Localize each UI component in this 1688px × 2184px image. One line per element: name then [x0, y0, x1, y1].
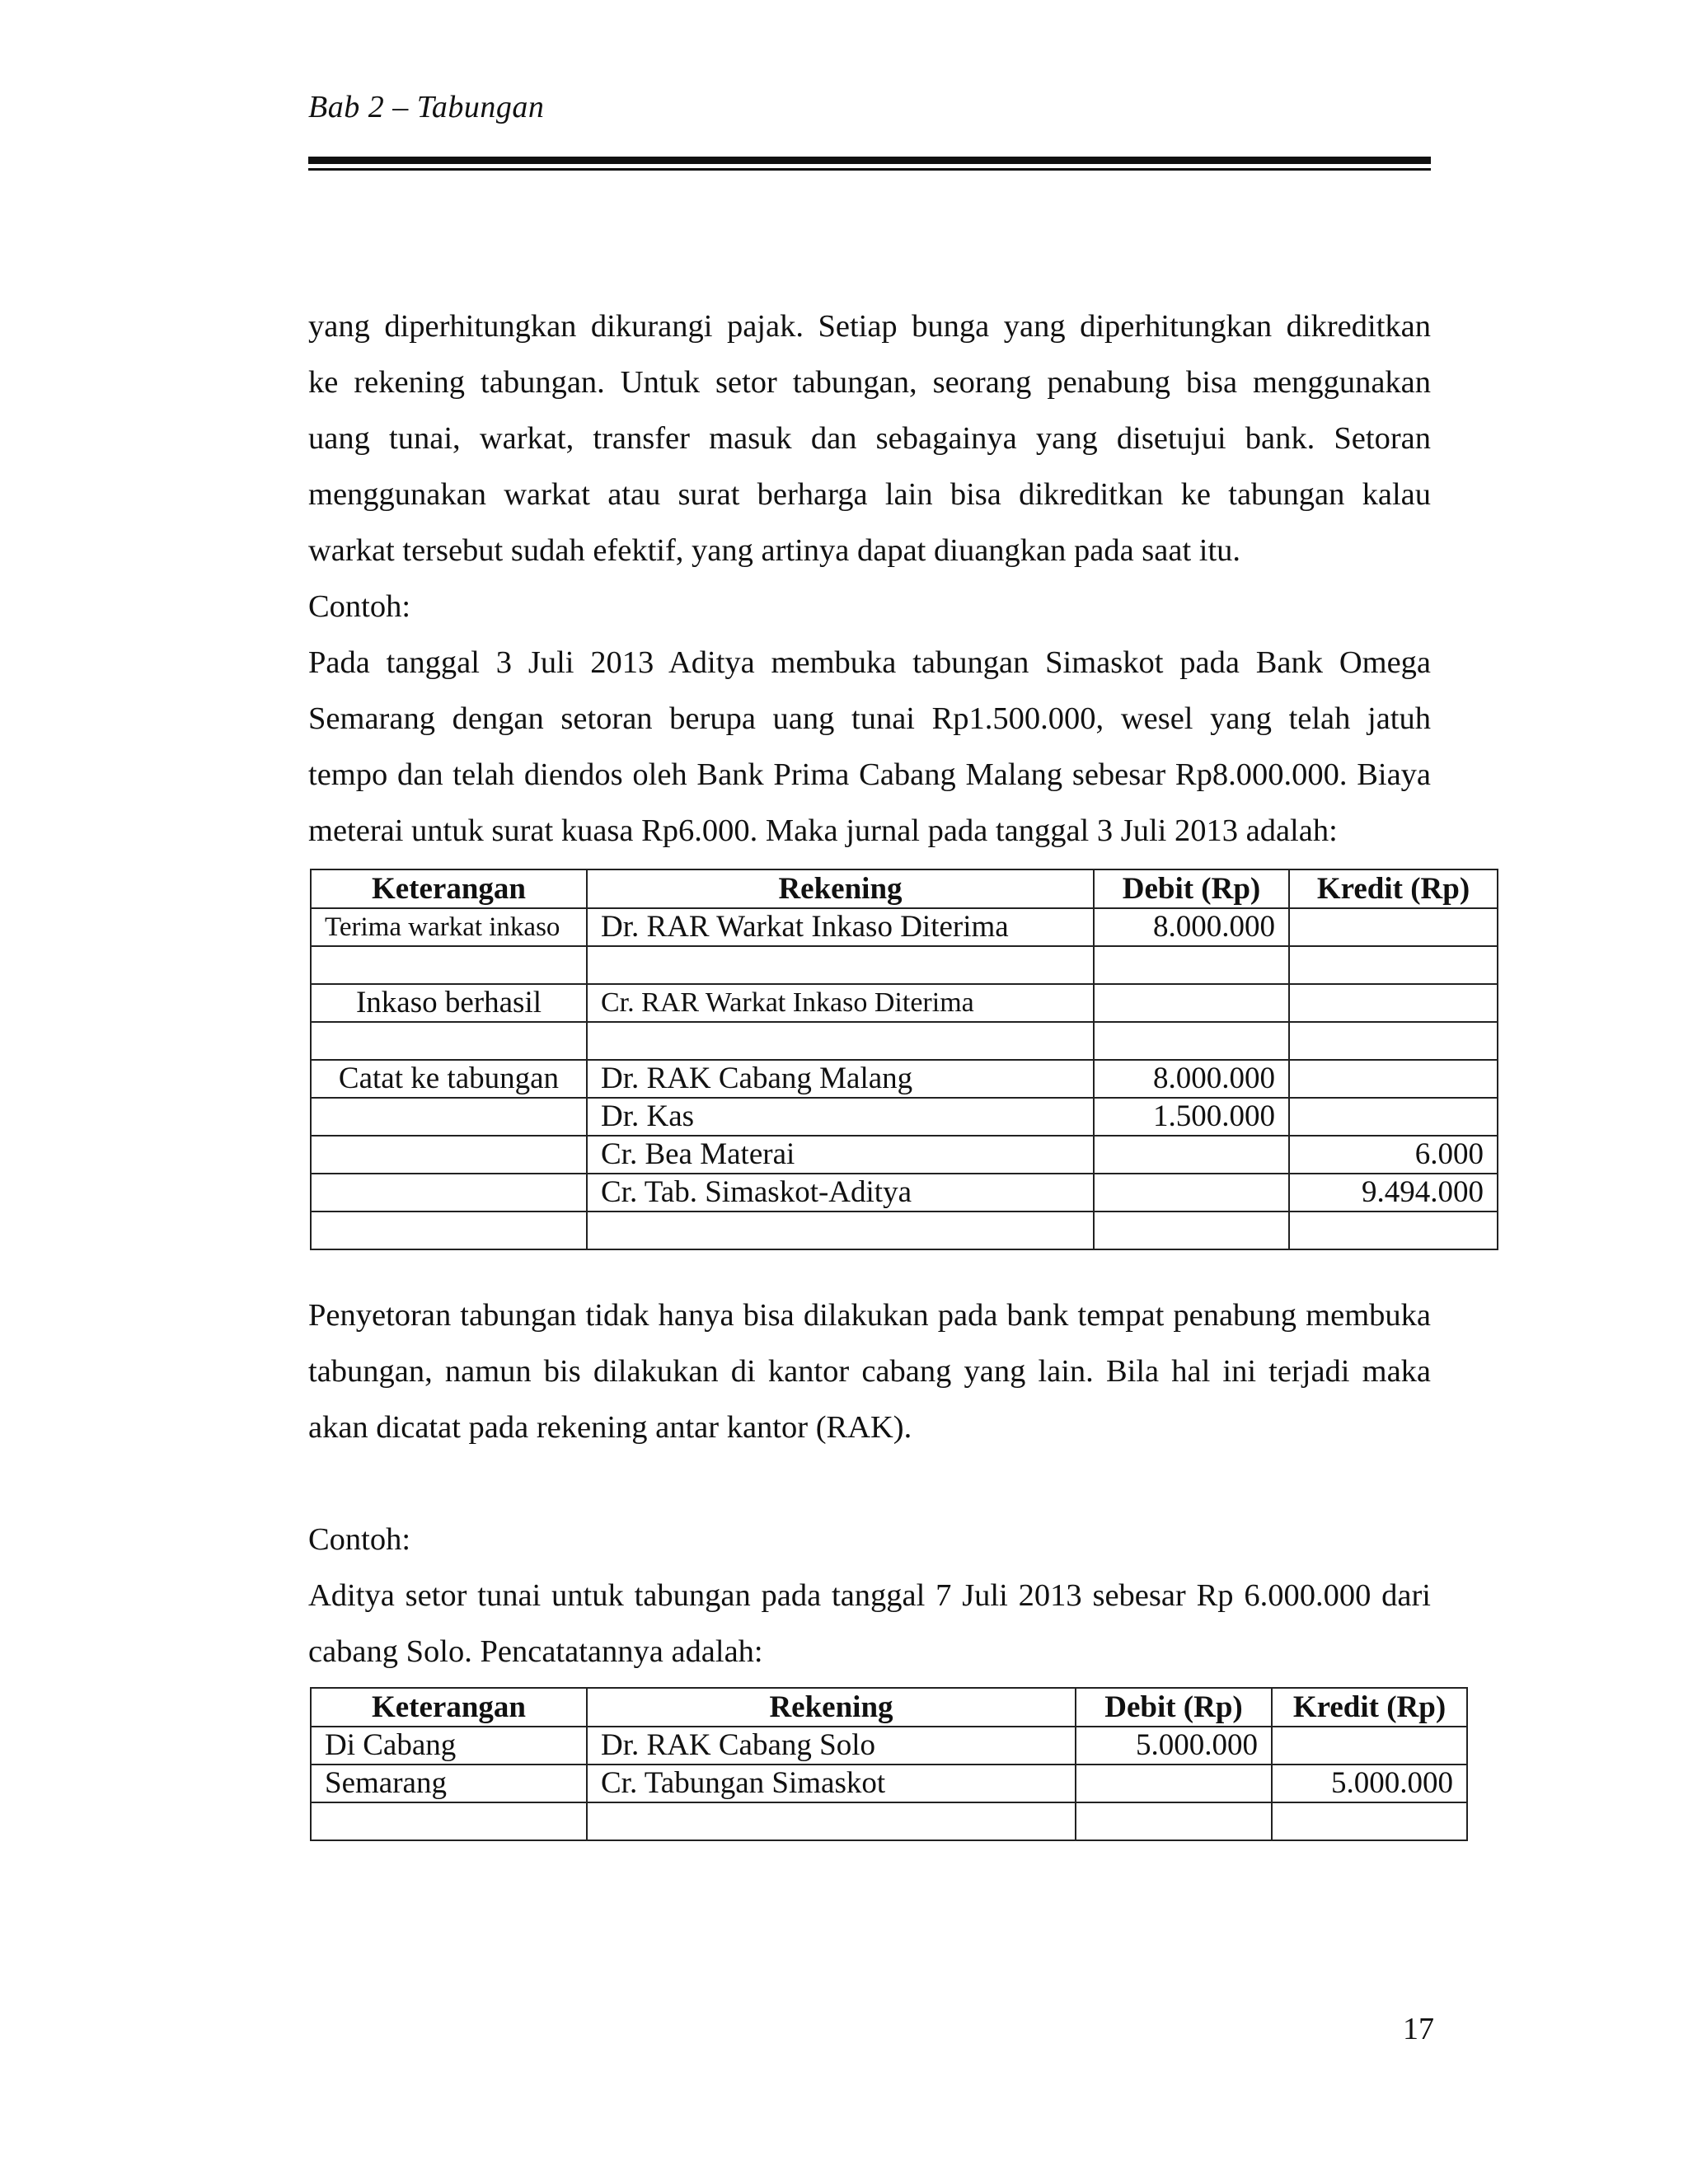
cell-kredit: 5.000.000: [1272, 1765, 1467, 1802]
example1-line: Pada tanggal 3 Juli 2013 Aditya membuka tabungan Simaskot pada Bank Omega: [308, 645, 1431, 680]
paragraph2-line: Penyetoran tabungan tidak hanya bisa dilakukan pada bank tempat penabung membuka: [308, 1298, 1431, 1333]
example2-label: Contoh:: [308, 1522, 411, 1557]
example2-line: Aditya setor tunai untuk tabungan pada tanggal 7 Juli 2013 sebesar Rp 6.000.000 dari: [308, 1578, 1431, 1613]
journal-table-2: [310, 1687, 1468, 1841]
column-header: Rekening: [587, 1688, 1076, 1727]
cell-debit: 8.000.000: [1094, 908, 1289, 946]
cell-rekening: Cr. RAR Warkat Inkaso Diterima: [587, 984, 1094, 1022]
table-row: [311, 1765, 1467, 1802]
cell-debit: [1094, 946, 1289, 984]
paragraph1-line: uang tunai, warkat, transfer masuk dan sebagainya yang disetujui bank. Setoran: [308, 421, 1431, 456]
cell-debit: [1094, 984, 1289, 1022]
paragraph1-line: warkat tersebut sudah efektif, yang artinya dapat diuangkan pada saat itu.: [308, 533, 1241, 568]
column-header: Keterangan: [311, 1688, 587, 1727]
table-row: [311, 1136, 1498, 1174]
cell-kredit: 6.000: [1289, 1136, 1498, 1174]
cell-debit: [1094, 1136, 1289, 1174]
page-number: 17: [1403, 2012, 1434, 2046]
table-header-row: [311, 869, 1498, 908]
column-header: Kredit (Rp): [1289, 869, 1498, 908]
cell-keterangan: Semarang: [311, 1765, 587, 1802]
table-row: [311, 908, 1498, 946]
cell-kredit: [1272, 1727, 1467, 1765]
paragraph2-line: tabungan, namun bis dilakukan di kantor cabang yang lain. Bila hal ini terjadi maka: [308, 1354, 1431, 1389]
table-row: [311, 1174, 1498, 1212]
cell-kredit: [1289, 1060, 1498, 1098]
cell-keterangan: [311, 1022, 587, 1060]
cell-rekening: [587, 1802, 1076, 1840]
cell-keterangan: Catat ke tabungan: [311, 1060, 587, 1098]
cell-keterangan: Di Cabang: [311, 1727, 587, 1765]
column-header: Debit (Rp): [1076, 1688, 1272, 1727]
header-rule-thin: [308, 168, 1431, 171]
example1-line: tempo dan telah diendos oleh Bank Prima Cabang Malang sebesar Rp8.000.000. Biaya: [308, 757, 1431, 792]
cell-kredit: 9.494.000: [1289, 1174, 1498, 1212]
table-row: [311, 1727, 1467, 1765]
header-rule-thick: [308, 157, 1431, 164]
cell-kredit: [1289, 946, 1498, 984]
cell-keterangan: [311, 1212, 587, 1249]
column-header: Rekening: [587, 869, 1094, 908]
paragraph2-line: akan dicatat pada rekening antar kantor (RAK).: [308, 1410, 912, 1445]
cell-rekening: [587, 1212, 1094, 1249]
table-row: [311, 1802, 1467, 1840]
cell-debit: 5.000.000: [1076, 1727, 1272, 1765]
cell-keterangan: [311, 1098, 587, 1136]
cell-debit: [1076, 1765, 1272, 1802]
cell-kredit: [1289, 984, 1498, 1022]
cell-kredit: [1289, 908, 1498, 946]
example1-line: Semarang dengan setoran berupa uang tunai Rp1.500.000, wesel yang telah jatuh: [308, 701, 1431, 736]
column-header: Keterangan: [311, 869, 587, 908]
table-header-row: [311, 1688, 1467, 1727]
column-header: Debit (Rp): [1094, 869, 1289, 908]
cell-rekening: Cr. Tab. Simaskot-Aditya: [587, 1174, 1094, 1212]
cell-keterangan: Inkaso berhasil: [311, 984, 587, 1022]
cell-debit: 1.500.000: [1094, 1098, 1289, 1136]
cell-rekening: Dr. RAK Cabang Malang: [587, 1060, 1094, 1098]
cell-rekening: Cr. Tabungan Simaskot: [587, 1765, 1076, 1802]
cell-rekening: Dr. RAK Cabang Solo: [587, 1727, 1076, 1765]
table-row: [311, 1022, 1498, 1060]
cell-debit: [1094, 1174, 1289, 1212]
body-text-top: [308, 298, 1431, 859]
body-text-middle: [308, 1287, 1431, 1455]
cell-kredit: [1289, 1098, 1498, 1136]
paragraph1-line: menggunakan warkat atau surat berharga lain bisa dikreditkan ke tabungan kalau: [308, 477, 1431, 512]
cell-kredit: [1289, 1212, 1498, 1249]
paragraph1-line: ke rekening tabungan. Untuk setor tabungan, seorang penabung bisa menggunakan: [308, 365, 1431, 400]
cell-kredit: [1289, 1022, 1498, 1060]
cell-rekening: Dr. RAR Warkat Inkaso Diterima: [587, 908, 1094, 946]
cell-keterangan: [311, 946, 587, 984]
column-header: Kredit (Rp): [1272, 1688, 1467, 1727]
example2-line: cabang Solo. Pencatatannya adalah:: [308, 1634, 763, 1669]
table-row: [311, 1212, 1498, 1249]
table-row: [311, 1060, 1498, 1098]
paragraph1-line: yang diperhitungkan dikurangi pajak. Setiap bunga yang diperhitungkan dikreditkan: [308, 309, 1431, 344]
cell-rekening: [587, 946, 1094, 984]
cell-debit: [1094, 1022, 1289, 1060]
cell-rekening: Dr. Kas: [587, 1098, 1094, 1136]
table-row: [311, 984, 1498, 1022]
body-text-bottom: [308, 1511, 1431, 1680]
cell-debit: [1094, 1212, 1289, 1249]
cell-keterangan: [311, 1136, 587, 1174]
journal-table-1: [310, 869, 1498, 1250]
cell-keterangan: [311, 1802, 587, 1840]
cell-rekening: Cr. Bea Materai: [587, 1136, 1094, 1174]
cell-kredit: [1272, 1802, 1467, 1840]
example1-line: meterai untuk surat kuasa Rp6.000. Maka jurnal pada tanggal 3 Juli 2013 adalah:: [308, 813, 1338, 848]
table-row: [311, 946, 1498, 984]
example1-label: Contoh:: [308, 589, 411, 624]
chapter-header: Bab 2 – Tabungan: [308, 90, 545, 124]
cell-debit: 8.000.000: [1094, 1060, 1289, 1098]
cell-debit: [1076, 1802, 1272, 1840]
cell-keterangan: Terima warkat inkaso: [311, 908, 587, 946]
table-row: [311, 1098, 1498, 1136]
cell-keterangan: [311, 1174, 587, 1212]
cell-rekening: [587, 1022, 1094, 1060]
